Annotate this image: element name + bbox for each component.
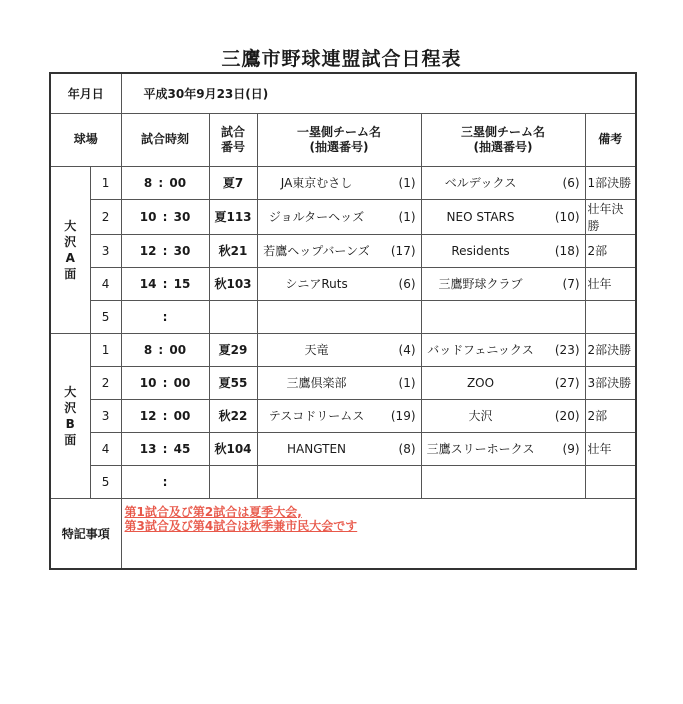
- match-time: 10 : 00: [121, 366, 209, 399]
- header-first-team: [257, 113, 421, 166]
- game-number: [209, 465, 257, 498]
- table-row: [50, 432, 636, 465]
- table-row: [50, 366, 636, 399]
- match-note: 壮年: [585, 432, 636, 465]
- third-base-team: [421, 267, 585, 300]
- first-base-team: [257, 366, 421, 399]
- lot-number: (7): [562, 277, 580, 291]
- team-name: NEO STARS: [446, 209, 515, 224]
- team-name: 三鷹スリーホークス: [426, 442, 535, 456]
- game-number: 秋104: [209, 432, 257, 465]
- header-first-team-line2: (抽選番号): [309, 139, 369, 154]
- lot-number: (20): [554, 409, 580, 423]
- header-row: [50, 113, 636, 166]
- match-order: 5: [90, 465, 121, 498]
- match-order: 2: [90, 199, 121, 234]
- match-note: 2部: [585, 399, 636, 432]
- team-name: 大沢: [468, 409, 493, 423]
- team-name: ジョルターヘッズ: [268, 210, 365, 224]
- lot-number: (23): [554, 343, 580, 357]
- date-value: 平成30年9月23日(日): [121, 73, 636, 113]
- table-row: [50, 300, 636, 333]
- match-order: 5: [90, 300, 121, 333]
- special-notes-text: [121, 498, 636, 569]
- match-time: 8 : 00: [121, 166, 209, 199]
- team-name: 三鷹野球クラブ: [438, 277, 523, 291]
- lot-number: (1): [398, 210, 416, 224]
- field-name-char: 大: [64, 384, 77, 399]
- match-note: 1部決勝: [585, 166, 636, 199]
- team-name: シニアRuts: [285, 277, 348, 291]
- special-note-line1: 第1試合及び第2試合は夏季大会,: [124, 504, 302, 519]
- header-third-team: [421, 113, 585, 166]
- table-row: [50, 234, 636, 267]
- header-ground: 球場: [50, 113, 121, 166]
- lot-number: (17): [390, 244, 416, 258]
- lot-number: (9): [562, 442, 580, 456]
- header-game-no-line1: 試合: [221, 124, 246, 139]
- third-base-team: [421, 366, 585, 399]
- match-time: 10 : 30: [121, 199, 209, 234]
- first-base-team: [257, 465, 421, 498]
- lot-number: (27): [554, 375, 580, 390]
- date-label: 年月日: [50, 73, 121, 113]
- team-name: バッドフェニックス: [427, 343, 534, 357]
- match-note: 2部決勝: [585, 333, 636, 366]
- header-time: 試合時刻: [121, 113, 209, 166]
- first-base-team: [257, 267, 421, 300]
- lot-number: (6): [398, 277, 416, 291]
- special-notes-label: 特記事項: [50, 498, 121, 569]
- field-name-char: 面: [64, 266, 77, 281]
- match-time: 12 : 30: [121, 234, 209, 267]
- lot-number: (18): [554, 243, 580, 258]
- first-base-team: [257, 300, 421, 333]
- match-note: 壮年決勝: [585, 199, 636, 234]
- header-third-team-line1: 三塁側チーム名: [461, 124, 546, 139]
- game-number: 夏55: [209, 366, 257, 399]
- table-row: [50, 166, 636, 199]
- header-notes: 備考: [585, 113, 636, 166]
- match-note: 2部: [585, 234, 636, 267]
- game-number: 秋21: [209, 234, 257, 267]
- match-time: 12 : 00: [121, 399, 209, 432]
- team-name: Residents: [451, 243, 510, 258]
- game-number: 夏7: [209, 166, 257, 199]
- field-name: [50, 333, 90, 498]
- team-name: ZOO: [466, 375, 495, 390]
- lot-number: (10): [554, 209, 580, 224]
- lot-number: (19): [390, 409, 416, 423]
- field-name-char: A: [65, 250, 75, 265]
- match-order: 4: [90, 267, 121, 300]
- special-note-line2: 第3試合及び第4試合は秋季兼市民大会です: [124, 518, 358, 533]
- match-order: 2: [90, 366, 121, 399]
- lot-number: (8): [398, 441, 416, 456]
- third-base-team: [421, 300, 585, 333]
- match-order: 3: [90, 399, 121, 432]
- table-row: [50, 199, 636, 234]
- field-name: [50, 166, 90, 333]
- page-title: 三鷹市野球連盟試合日程表: [221, 48, 462, 70]
- field-name-char: 沢: [64, 400, 77, 415]
- third-base-team: [421, 166, 585, 199]
- match-order: 3: [90, 234, 121, 267]
- header-game-no: [209, 113, 257, 166]
- team-name: JA東京むさし: [280, 176, 353, 190]
- header-third-team-line2: (抽選番号): [473, 139, 533, 154]
- first-base-team: [257, 199, 421, 234]
- lot-number: (4): [398, 343, 416, 357]
- special-notes-row: [50, 498, 636, 569]
- first-base-team: [257, 234, 421, 267]
- team-name: 若鷹ヘップバーンズ: [263, 244, 370, 258]
- third-base-team: [421, 465, 585, 498]
- field-name-char: 大: [64, 218, 77, 233]
- match-time: :: [121, 300, 209, 333]
- match-time: 14 : 15: [121, 267, 209, 300]
- team-name: ベルデックス: [444, 176, 517, 190]
- game-number: 夏29: [209, 333, 257, 366]
- third-base-team: [421, 399, 585, 432]
- team-name: 三鷹倶楽部: [286, 376, 347, 390]
- first-base-team: [257, 333, 421, 366]
- table-row: [50, 465, 636, 498]
- match-note: [585, 300, 636, 333]
- game-number: 秋103: [209, 267, 257, 300]
- third-base-team: [421, 432, 585, 465]
- header-first-team-line1: 一塁側チーム名: [297, 124, 382, 139]
- match-time: :: [121, 465, 209, 498]
- field-name-char: 沢: [64, 234, 77, 249]
- first-base-team: [257, 166, 421, 199]
- date-row: [50, 73, 636, 113]
- match-order: 1: [90, 333, 121, 366]
- lot-number: (1): [398, 376, 416, 390]
- game-number: 夏113: [209, 199, 257, 234]
- table-row: [50, 333, 636, 366]
- match-time: 13 : 45: [121, 432, 209, 465]
- match-note: 壮年: [585, 267, 636, 300]
- lot-number: (6): [562, 176, 580, 190]
- third-base-team: [421, 234, 585, 267]
- match-order: 4: [90, 432, 121, 465]
- match-time: 8 : 00: [121, 333, 209, 366]
- match-note: 3部決勝: [585, 366, 636, 399]
- team-name: 天竜: [304, 343, 329, 357]
- field-name-char: 面: [64, 432, 77, 447]
- first-base-team: [257, 432, 421, 465]
- team-name: テスコドリームス: [268, 409, 365, 423]
- match-note: [585, 465, 636, 498]
- lot-number: (1): [398, 176, 416, 190]
- third-base-team: [421, 333, 585, 366]
- field-name-char: B: [65, 416, 75, 431]
- team-name: HANGTEN: [287, 441, 346, 456]
- schedule-table: [49, 72, 637, 570]
- third-base-team: [421, 199, 585, 234]
- header-game-no-line2: 番号: [221, 139, 246, 154]
- first-base-team: [257, 399, 421, 432]
- table-row: [50, 267, 636, 300]
- game-number: 秋22: [209, 399, 257, 432]
- table-row: [50, 399, 636, 432]
- game-number: [209, 300, 257, 333]
- match-order: 1: [90, 166, 121, 199]
